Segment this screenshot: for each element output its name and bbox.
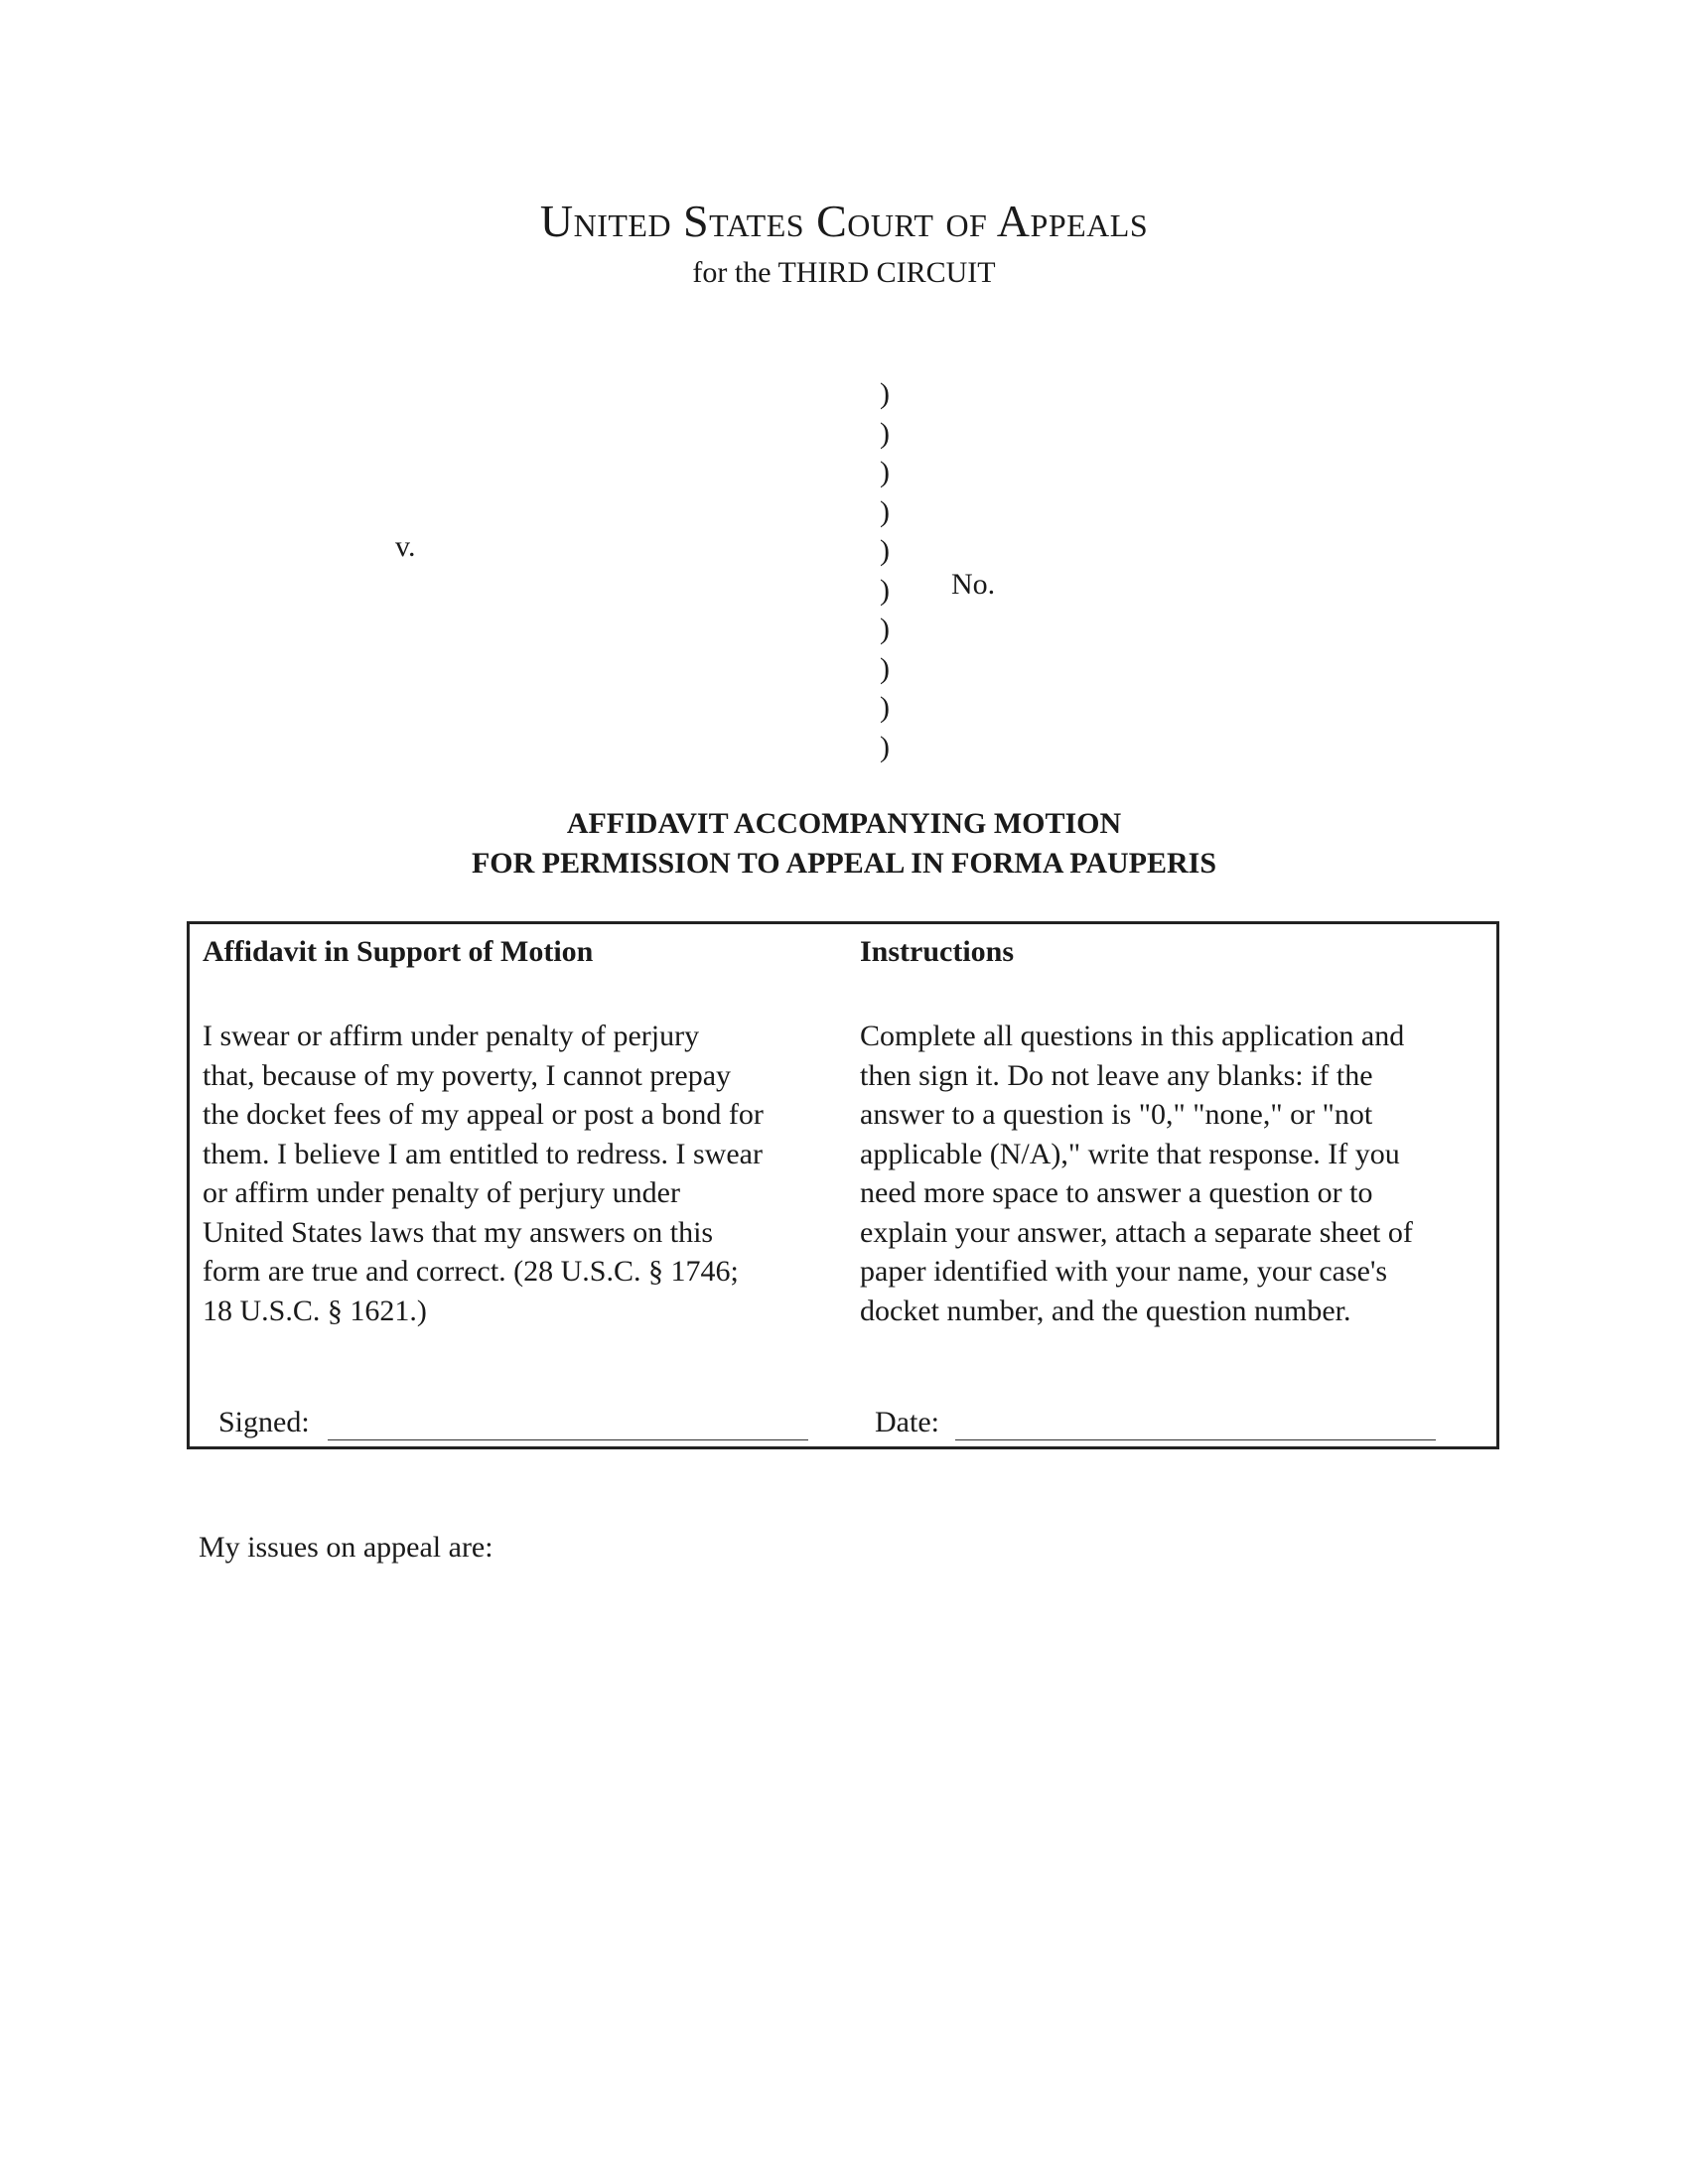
caption-paren: ) <box>880 534 890 567</box>
document-title <box>0 804 1688 884</box>
affidavit-heading: Affidavit in Support of Motion <box>203 935 594 968</box>
document-title-line-2: FOR PERMISSION TO APPEAL IN FORMA PAUPERIS <box>471 847 1217 880</box>
circuit-subtitle: for the THIRD CIRCUIT <box>692 256 996 289</box>
affidavit-statement: I swear or affirm under penalty of perjury that, because of my poverty, I cannot prepay the docket fees of my appeal or post a bond for them. I believe I am entitled to redress. I swear or affirm under penalty of perjury under United States laws that my answers on this form are true and correct. (28 U.S.C. § 1746; 18 U.S.C. § 1621.) <box>203 1020 764 1327</box>
court-title: United States Court of Appeals <box>539 196 1149 246</box>
caption-paren-column <box>880 374 910 766</box>
instructions-heading: Instructions <box>860 935 1015 968</box>
caption-paren: ) <box>880 377 890 410</box>
signature-line[interactable] <box>328 1439 808 1440</box>
caption-paren: ) <box>880 651 890 685</box>
caption-versus: v. <box>395 530 416 563</box>
date-line[interactable] <box>955 1439 1436 1440</box>
instructions-text: Complete all questions in this application and then sign it. Do not leave any blanks: if the answer to a question is "0," "none," or "not applicable (N/A)," write that response. If you need more space to answer a question or to explain your answer, attach a separate sheet of paper identified with your name, your case's docket number, and the question number. <box>860 1020 1413 1327</box>
issues-on-appeal-label: My issues on appeal are: <box>199 1531 493 1564</box>
caption-paren: ) <box>880 613 890 645</box>
caption-paren: ) <box>880 691 890 724</box>
caption-paren: ) <box>880 730 890 763</box>
signed-label: Signed: <box>218 1406 310 1438</box>
caption-paren: ) <box>880 456 890 488</box>
caption-paren: ) <box>880 416 890 450</box>
caption-paren: ) <box>880 573 890 607</box>
document-title-line-1: AFFIDAVIT ACCOMPANYING MOTION <box>566 807 1122 840</box>
docket-number-label: No. <box>951 568 996 601</box>
date-label: Date: <box>875 1406 939 1438</box>
caption-paren: ) <box>880 494 890 528</box>
